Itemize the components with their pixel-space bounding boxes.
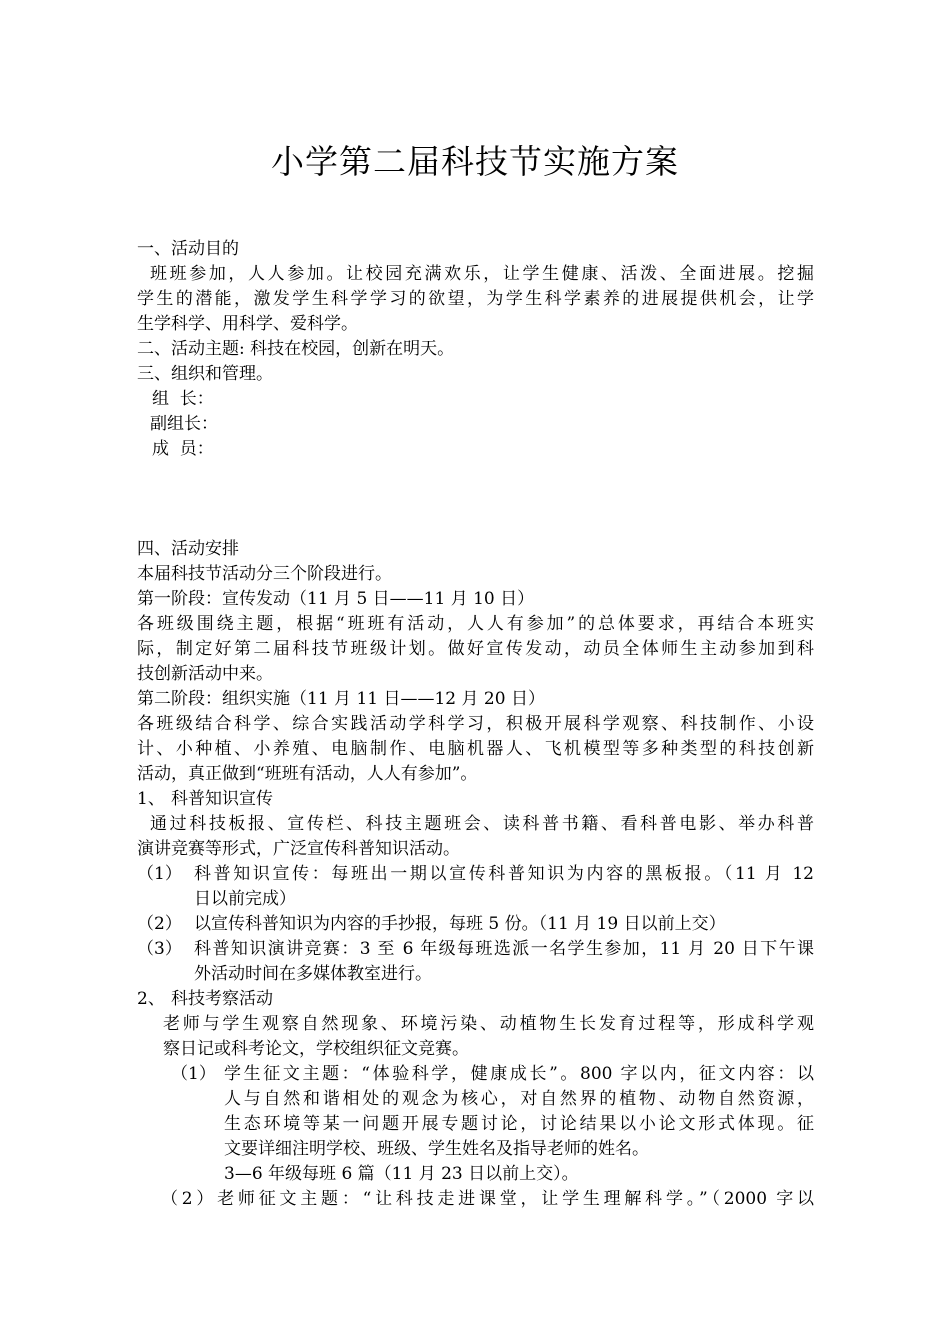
members-label: 成 员： xyxy=(152,439,214,459)
section-1-paragraph-line: 生学科学、用科学、爱科学。 xyxy=(137,314,358,334)
item-1-paragraph-line: 演讲竞赛等形式，广泛宣传科普知识活动。 xyxy=(137,839,460,859)
section-3-heading: 三、组织和管理。 xyxy=(137,364,273,384)
vice-leader-label: 副组长： xyxy=(150,414,218,434)
stage-2-heading: 第二阶段：组织实施（11 月 11 日——12 月 20 日） xyxy=(137,689,545,709)
section-1-paragraph-line: 学生的潜能，激发学生科学学习的欲望，为学生科学素养的进展提供机会，让学 xyxy=(137,289,814,309)
stage-2-paragraph-line: 各班级结合科学、综合实践活动学科学习，积极开展科学观察、科技制作、小设 xyxy=(137,714,814,734)
item-2-title: 科技考察活动 xyxy=(171,989,273,1009)
item-1-sub-3-line: 科普知识演讲竞赛：3 至 6 年级每班选派一名学生参加，11 月 20 日下午课 xyxy=(194,939,814,959)
item-2-sub-1-line: 人与自然和谐相处的观念为核心，对自然界的植物、动物自然资源， xyxy=(224,1089,814,1109)
leader-label: 组 长： xyxy=(152,389,214,409)
item-2-number: 2、 xyxy=(137,989,165,1009)
item-2-paragraph-line: 老师与学生观察自然现象、环境污染、动植物生长发育过程等，形成科学观 xyxy=(163,1014,814,1034)
item-2-paragraph-line: 察日记或科考论文，学校组织征文竞赛。 xyxy=(163,1039,469,1059)
item-2-sub-1-line: 生态环境等某一问题开展专题讨论，讨论结果以小论文形式体现。征 xyxy=(224,1114,814,1134)
stage-1-paragraph-line: 技创新活动中来。 xyxy=(137,664,273,684)
stage-2-paragraph-line: 活动，真正做到“班班有活动，人人有参加”。 xyxy=(137,764,478,784)
document-title: 小学第二届科技节实施方案 xyxy=(271,142,679,181)
section-4-intro: 本届科技节活动分三个阶段进行。 xyxy=(137,564,392,584)
item-1-sub-2-line: 以宣传科普知识为内容的手抄报，每班 5 份。（11 月 19 日以前上交） xyxy=(194,914,726,934)
item-1-sub-2-number: （2） xyxy=(137,914,182,934)
item-1-sub-3-line: 外活动时间在多媒体教室进行。 xyxy=(194,964,432,984)
stage-2-paragraph-line: 计、小种植、小养殖、电脑制作、电脑机器人、飞机模型等多种类型的科技创新 xyxy=(137,739,814,759)
item-2-sub-1-line: 3—6 年级每班 6 篇（11 月 23 日以前上交）。 xyxy=(224,1164,579,1184)
section-2-heading: 二、活动主题: 科技在校园，创新在明天。 xyxy=(137,339,455,359)
item-2-sub-1-line: 学生征文主题：“体验科学，健康成长”。800 字以内，征文内容：以 xyxy=(224,1064,814,1084)
stage-1-paragraph-line: 各班级围绕主题，根据“班班有活动，人人有参加”的总体要求，再结合本班实 xyxy=(137,614,814,634)
item-1-paragraph-line: 通过科技板报、宣传栏、科技主题班会、读科普书籍、看科普电影、举办科普 xyxy=(150,814,814,834)
item-1-title: 科普知识宣传 xyxy=(171,789,273,809)
stage-1-heading: 第一阶段：宣传发动（11 月 5 日——11 月 10 日） xyxy=(137,589,535,609)
item-2-sub-1-line: 文要详细注明学校、班级、学生姓名及指导老师的姓名。 xyxy=(224,1139,649,1159)
item-2-sub-1-number: （1） xyxy=(171,1064,216,1084)
item-1-sub-1-line: 科普知识宣传：每班出一期以宣传科普知识为内容的黑板报。（11 月 12 xyxy=(194,864,814,884)
item-2-sub-2-line: （2）老师征文主题：“让科技走进课堂，让学生理解科学。”（2000 字以 xyxy=(161,1189,814,1209)
item-1-number: 1、 xyxy=(137,789,165,809)
item-1-sub-3-number: （3） xyxy=(137,939,182,959)
section-1-paragraph-line: 班班参加，人人参加。让校园充满欢乐，让学生健康、活泼、全面进展。挖掘 xyxy=(150,264,814,284)
section-1-heading: 一、活动目的 xyxy=(137,239,239,259)
item-1-sub-1-line: 日以前完成） xyxy=(194,889,296,909)
section-4-heading: 四、活动安排 xyxy=(137,539,239,559)
item-1-sub-1-number: （1） xyxy=(137,864,182,884)
stage-1-paragraph-line: 际，制定好第二届科技节班级计划。做好宣传发动，动员全体师生主动参加到科 xyxy=(137,639,814,659)
